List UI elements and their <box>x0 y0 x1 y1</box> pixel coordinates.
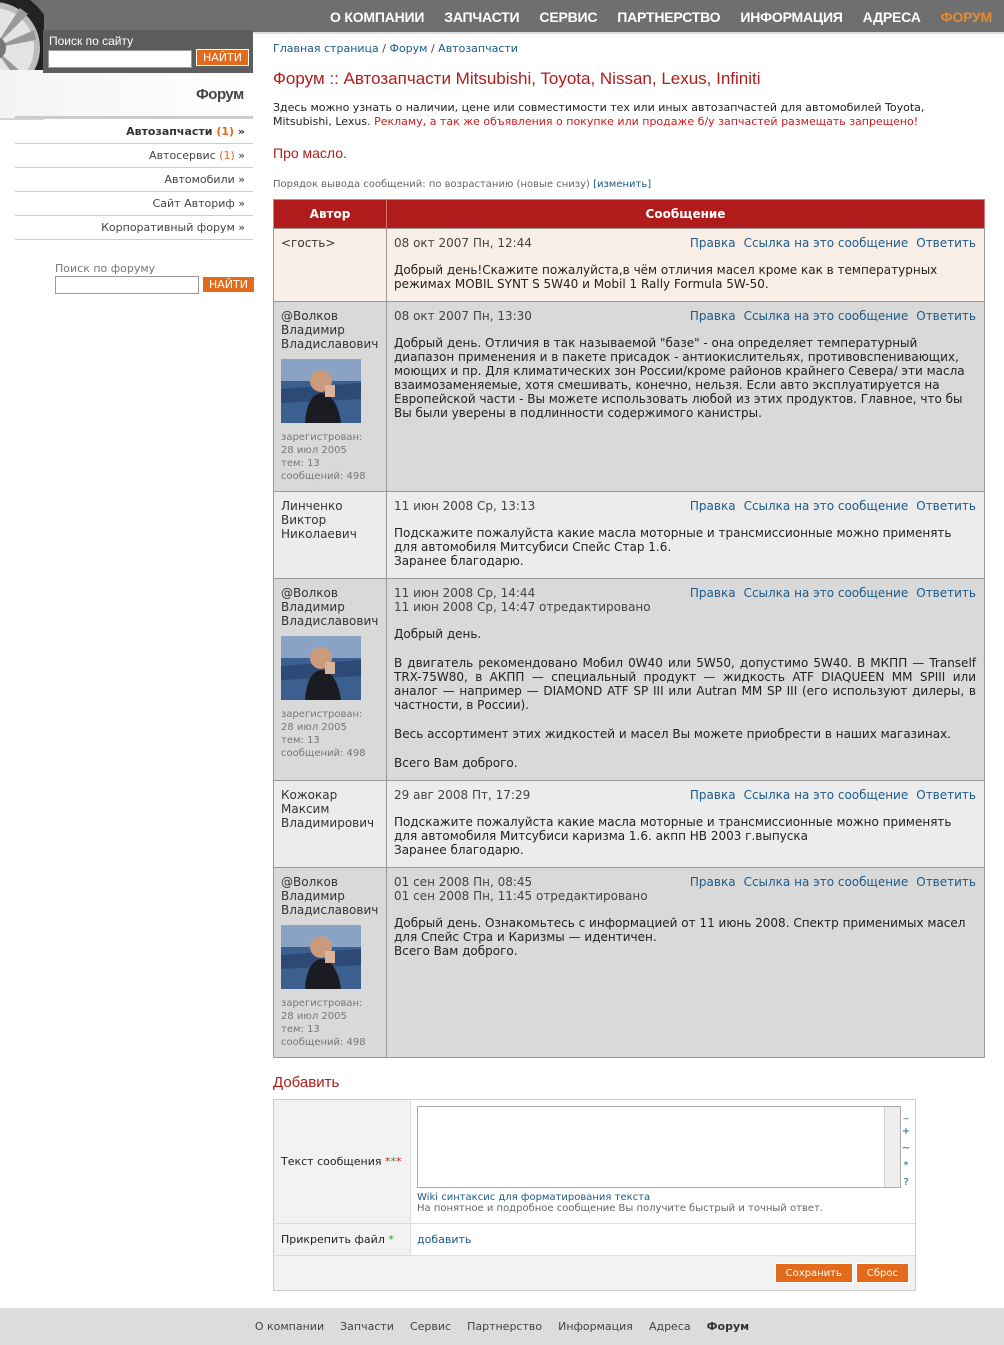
author-stat: 28 июл 2005 <box>281 1011 347 1022</box>
author-stats <box>281 431 380 483</box>
post-body <box>394 916 976 958</box>
author-stat: тем: 13 <box>281 1024 320 1035</box>
message-label: Текст сообщения <box>281 1155 382 1168</box>
permalink-link[interactable]: Ссылка на это сообщение <box>743 236 909 250</box>
post-edited: 01 сен 2008 Пн, 11:45 отредактировано <box>394 889 648 903</box>
footer-about[interactable]: О компании <box>254 1320 325 1333</box>
topnav-service[interactable]: СЕРВИС <box>539 9 598 25</box>
message-textarea[interactable] <box>417 1106 901 1188</box>
message-label-cell <box>274 1100 411 1223</box>
author-stat: 28 июл 2005 <box>281 722 347 733</box>
topic-title: Про масло. <box>273 145 347 161</box>
message-row <box>274 1100 915 1224</box>
author-stat: зарегистрован: <box>281 432 363 443</box>
wiki-plus-button[interactable]: + <box>901 1126 911 1137</box>
column-header-author: Автор <box>274 200 387 229</box>
topnav-about[interactable]: О КОМПАНИИ <box>329 9 425 25</box>
sidebar-item-corporate[interactable] <box>15 216 253 240</box>
post-paragraph: Добрый день. <box>394 627 482 641</box>
post-actions <box>682 875 976 903</box>
post-dates <box>394 586 651 614</box>
wiki-syntax-link[interactable]: Wiki синтаксис для форматирования текста <box>417 1192 651 1203</box>
post-row <box>274 579 985 781</box>
post-message-cell <box>387 781 985 868</box>
attach-label: Прикрепить файл <box>281 1233 385 1246</box>
footer-addresses[interactable]: Адреса <box>648 1320 691 1333</box>
author-stats <box>281 997 380 1049</box>
post-actions <box>682 236 976 250</box>
post-author-name: @Волков Владимир Владиславович <box>281 586 379 628</box>
sidebar-item-count: (1) <box>219 149 235 162</box>
reply-link[interactable]: Ответить <box>916 875 976 889</box>
sidebar-item-autoparts[interactable] <box>15 120 253 144</box>
sidebar-item-label: Автосервис <box>149 149 216 162</box>
footer-partnership[interactable]: Партнерство <box>467 1320 543 1333</box>
textarea-scrollbar[interactable] <box>884 1107 900 1187</box>
footer-parts[interactable]: Запчасти <box>340 1320 394 1333</box>
permalink-link[interactable]: Ссылка на это сообщение <box>743 309 909 323</box>
post-dates <box>394 788 530 802</box>
post-dates <box>394 309 532 323</box>
sidebar-item-arrow: » <box>238 197 245 210</box>
sidebar-item-arrow: » <box>238 149 245 162</box>
wiki-star-button[interactable]: * <box>903 1160 909 1171</box>
avatar <box>281 359 361 423</box>
post-author-cell <box>274 302 387 492</box>
post-date: 08 окт 2007 Пн, 13:30 <box>394 309 532 323</box>
form-hint: На понятное и подробное сообщение Вы получите быстрый и точный ответ. <box>417 1203 823 1214</box>
sidebar-item-label: Корпоративный форум <box>101 221 235 234</box>
post-author-name: <гость> <box>281 236 336 250</box>
sort-order-change-link[interactable]: [изменить] <box>593 179 652 190</box>
avatar <box>281 636 361 700</box>
post-message-cell <box>387 868 985 1058</box>
footer-forum[interactable]: Форум <box>706 1320 750 1333</box>
message-input-cell <box>411 1100 915 1223</box>
post-message-cell <box>387 579 985 781</box>
post-edited: 11 июн 2008 Ср, 14:47 отредактировано <box>394 600 651 614</box>
permalink-link[interactable]: Ссылка на это сообщение <box>743 499 909 513</box>
post-meta <box>394 788 976 802</box>
edit-post-link[interactable]: Правка <box>689 236 736 250</box>
post-body <box>394 336 976 420</box>
main-content <box>273 42 985 1291</box>
post-date: 08 окт 2007 Пн, 12:44 <box>394 236 532 250</box>
required-mark: * <box>384 1155 391 1168</box>
footer-service[interactable]: Сервис <box>409 1320 452 1333</box>
post-author-cell <box>274 229 387 302</box>
wiki-tilde-button[interactable]: ~ <box>901 1143 911 1154</box>
post-actions <box>682 499 976 513</box>
breadcrumb-home[interactable]: Главная страница <box>273 42 379 55</box>
post-paragraph: Добрый день!Скажите пожалуйста,в чём отличия масел кроме как в температурных режимах MOBIL SYNT S 5W40 и Mobil 1 Rally Formula 5W-50. <box>394 263 938 291</box>
intro-description: Здесь можно узнать о наличии, цене или совместимости тех или иных автозапчастей для автомобилей Toyota, Mitsubishi, Lexus. <box>273 101 925 128</box>
attach-row <box>274 1224 915 1256</box>
edit-post-link[interactable]: Правка <box>689 788 736 802</box>
post-date: 01 сен 2008 Пн, 08:45 <box>394 875 533 889</box>
post-date: 11 июн 2008 Ср, 14:44 <box>394 586 536 600</box>
sidebar-item-label: Автозапчасти <box>126 125 213 138</box>
attach-file-link[interactable]: добавить <box>417 1233 472 1246</box>
author-stat: зарегистрован: <box>281 998 363 1009</box>
post-row <box>274 781 985 868</box>
site-search-input[interactable] <box>48 50 192 68</box>
post-author-cell <box>274 781 387 868</box>
post-meta <box>394 236 976 250</box>
breadcrumb-separator: / <box>378 42 390 55</box>
top-nav <box>330 0 1004 34</box>
author-stat: сообщений: 498 <box>281 471 366 482</box>
post-actions <box>682 586 976 614</box>
form-actions <box>274 1256 915 1290</box>
permalink-link[interactable]: Ссылка на это сообщение <box>743 788 909 802</box>
post-body <box>394 526 976 568</box>
author-stat: тем: 13 <box>281 458 320 469</box>
forum-search-label: Поиск по форуму <box>55 262 156 275</box>
post-date: 11 июн 2008 Ср, 13:13 <box>394 499 536 513</box>
site-search-button[interactable]: НАЙТИ <box>196 49 249 66</box>
post-actions <box>682 788 976 802</box>
permalink-link[interactable]: Ссылка на это сообщение <box>743 586 909 600</box>
reset-button[interactable]: Сброс <box>856 1263 909 1283</box>
wiki-toolbar <box>900 1106 912 1191</box>
post-actions <box>682 309 976 323</box>
site-search-box <box>43 30 253 73</box>
post-meta <box>394 499 976 513</box>
attach-cell <box>411 1224 915 1255</box>
wiki-underline-button[interactable]: _ <box>903 1109 909 1120</box>
edit-post-link[interactable]: Правка <box>689 499 736 513</box>
required-mark-2: * <box>390 1155 396 1168</box>
post-dates <box>394 499 535 513</box>
reply-link[interactable]: Ответить <box>916 309 976 323</box>
breadcrumb <box>273 42 985 55</box>
author-stat: тем: 13 <box>281 735 320 746</box>
post-author-name: Линченко Виктор Николаевич <box>281 499 357 541</box>
reply-link[interactable]: Ответить <box>916 499 976 513</box>
breadcrumb-separator: / <box>427 42 439 55</box>
forum-search-box <box>55 262 255 294</box>
breadcrumb-section[interactable]: Автозапчасти <box>438 42 518 55</box>
sidebar-item-arrow: » <box>238 173 245 186</box>
sidebar-item-label: Сайт Авториф <box>152 197 235 210</box>
post-paragraph: В двигатель рекомендовано Мобил 0W40 или 5W50, допустимо 5W40. В МКПП — Tranself TRX-75W80, в АКПП — специальный продукт — жидкость ATF DIAQUEEN MM SPIII или аналог — например — DIAMOND ATF SP III или Autran MM SP III (его используют дилеры, в частности, в России). <box>394 656 976 712</box>
topnav-parts[interactable]: ЗАПЧАСТИ <box>444 9 520 25</box>
post-message-cell <box>387 229 985 302</box>
topnav-addresses[interactable]: АДРЕСА <box>862 9 921 25</box>
save-button[interactable]: Сохранить <box>775 1263 853 1283</box>
post-paragraph: Добрый день. Ознакомьтесь с информацией от 11 июнь 2008. Спектр применимых масел для Спейс Стра и Каризмы — идентичен. Всего Вам доброго. <box>394 916 966 958</box>
reply-link[interactable]: Ответить <box>916 586 976 600</box>
author-stat: 28 июл 2005 <box>281 445 347 456</box>
post-message-cell <box>387 492 985 579</box>
author-stat: зарегистрован: <box>281 709 363 720</box>
sidebar-item-arrow: » <box>238 221 245 234</box>
post-paragraph: Добрый день. Отличия в так называемой "базе" - она определяет температурный диапазон применения и в пакете присадок - антиокислительях, противовспенивающих, моющих и пр. Для климатических зон России/кроме районов крайнего Севера/ эти масла взаимозаменяемые, хотя смешивать, конечно, нельзя. Если авто эксплуатируется на Европейской части - Вы можете использовать любой из этих продуктов. Главное, что бы Вы были уверены в подлинности содержимого канистры. <box>394 336 965 420</box>
reply-link[interactable]: Ответить <box>916 788 976 802</box>
sidebar-divider <box>15 116 253 119</box>
post-date: 29 авг 2008 Пт, 17:29 <box>394 788 531 802</box>
author-stat: сообщений: 498 <box>281 1037 366 1048</box>
post-body <box>394 627 976 770</box>
sidebar-item-arrow: » <box>237 125 245 138</box>
required-mark-3: * <box>395 1155 402 1168</box>
post-paragraph: Подскажите пожалуйста какие масла моторные и трансмиссионные можно применять для автомобиля Митсубиси Спейс Стар 1.6. Заранее благодарю. <box>394 526 952 568</box>
footer-information[interactable]: Информация <box>558 1320 633 1333</box>
sidebar-heading: Форум <box>196 86 244 103</box>
footer-nav <box>0 1308 1004 1345</box>
required-mark: * <box>388 1233 394 1246</box>
post-body <box>394 263 976 291</box>
post-author-cell <box>274 492 387 579</box>
topnav-partnership[interactable]: ПАРТНЕРСТВО <box>617 9 721 25</box>
sidebar-item-cars[interactable] <box>15 168 253 192</box>
post-author-cell <box>274 868 387 1058</box>
top-bar <box>0 0 1004 34</box>
post-meta <box>394 309 976 323</box>
forum-search-button[interactable]: НАЙТИ <box>202 276 255 293</box>
sidebar-menu <box>15 120 253 240</box>
reply-form <box>273 1099 916 1291</box>
post-author-name: @Волков Владимир Владиславович <box>281 875 379 917</box>
post-dates <box>394 236 532 250</box>
wiki-help-button[interactable]: ? <box>903 1177 909 1188</box>
post-meta <box>394 875 976 903</box>
post-message-cell <box>387 302 985 492</box>
post-body <box>394 815 976 857</box>
sort-order <box>273 179 985 190</box>
sort-order-text: Порядок вывода сообщений: по возрастанию (новые снизу) <box>273 179 590 190</box>
avatar <box>281 925 361 989</box>
author-stats <box>281 708 380 760</box>
attach-label-cell <box>274 1224 411 1255</box>
add-reply-title: Добавить <box>273 1074 340 1091</box>
edit-post-link[interactable]: Правка <box>689 309 736 323</box>
sidebar-item-site[interactable] <box>15 192 253 216</box>
post-author-cell <box>274 579 387 781</box>
breadcrumb-forum[interactable]: Форум <box>389 42 428 55</box>
post-row <box>274 229 985 302</box>
post-paragraph: Подскажите пожалуйста какие масла моторные и трансмиссионные можно применять для автомобиля Митсубиси каризма 1.6. акпп НВ 2003 г.выпуска Заранее благодарю. <box>394 815 952 857</box>
intro-text <box>273 101 973 129</box>
edit-post-link[interactable]: Правка <box>689 586 736 600</box>
post-meta <box>394 586 976 614</box>
sidebar-item-count: (1) <box>216 125 235 138</box>
author-stat: сообщений: 498 <box>281 748 366 759</box>
post-row <box>274 492 985 579</box>
sidebar-item-autoservice[interactable] <box>15 144 253 168</box>
intro-warning: Рекламу, а так же объявления о покупке или продаже б/у запчастей размещать запрещено! <box>374 115 919 128</box>
sidebar-item-label: Автомобили <box>164 173 235 186</box>
forum-search-input[interactable] <box>55 276 199 294</box>
page-title: Форум :: Автозапчасти Mitsubishi, Toyota, Nissan, Lexus, Infiniti <box>273 69 761 88</box>
column-header-message: Сообщение <box>387 200 985 229</box>
posts-table <box>273 199 985 1058</box>
reply-link[interactable]: Ответить <box>916 236 976 250</box>
edit-post-link[interactable]: Правка <box>689 875 736 889</box>
post-author-name: @Волков Владимир Владиславович <box>281 309 379 351</box>
post-paragraph: Весь ассортимент этих жидкостей и масел Вы можете приобрести в наших магазинах. <box>394 727 951 741</box>
posts-body <box>274 229 985 1058</box>
permalink-link[interactable]: Ссылка на это сообщение <box>743 875 909 889</box>
post-author-name: Кожокар Максим Владимирович <box>281 788 375 830</box>
post-dates <box>394 875 648 903</box>
post-paragraph: Всего Вам доброго. <box>394 756 518 770</box>
post-row <box>274 868 985 1058</box>
site-search-label: Поиск по сайту <box>49 34 134 48</box>
topnav-information[interactable]: ИНФОРМАЦИЯ <box>740 9 843 25</box>
post-row <box>274 302 985 492</box>
topnav-forum[interactable]: ФОРУМ <box>940 9 992 25</box>
